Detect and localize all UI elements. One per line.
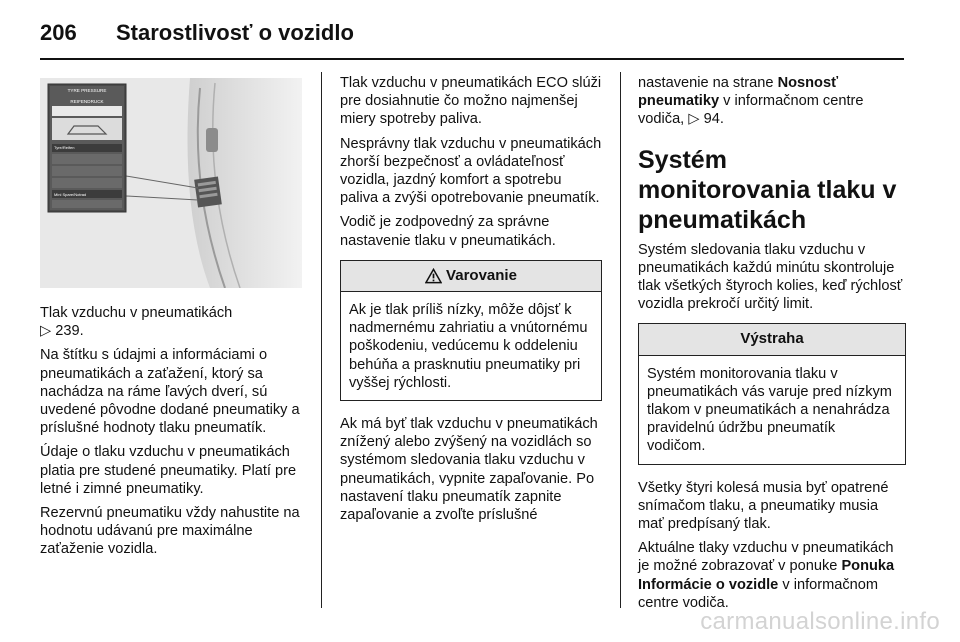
paragraph: Tlak vzduchu v pneumatikách ECO slúži pre dosiahnutie čo možno najmenšej miery spotreby paliva. (340, 75, 602, 128)
label-subtitle: REIFENDRUCK (70, 99, 104, 104)
paragraph: Ak má byť tlak vzduchu v pneumatikách znížený alebo zvýšený na vozidlách so systémom sledovania tlaku vzduchu v pneumatikách, vypnite zapaľovanie. Po nastavení tlaku pneumatík zapnite zapaľovanie a zvoľte príslušné (340, 416, 598, 524)
paragraph: Rezervnú pneumatiku vždy nahustite na hodnotu udávanú pre maximálne zaťaženie vozidla. (40, 505, 300, 558)
label-row-tyre: Tyre/Reifen (54, 145, 75, 150)
notice-text: Systém monitorovania tlaku v pneumatikách vás varuje pred nízkym tlakom v pneumatikách a nenahrádza pravidelnú údržbu pneumatík vodičom. (647, 365, 892, 455)
page-reference[interactable]: 94. (703, 111, 724, 128)
paragraph: Systém sledovania tlaku vzduchu v pneumatikách každú minútu skontroluje tlak všetkých štyroch kolies, keď rýchlosť vozidla prekročí určitý limit. (638, 241, 903, 313)
notice-header: Výstraha (639, 324, 905, 355)
column-1 (40, 74, 306, 565)
warning-header (341, 261, 601, 292)
watermark: carmanualsonline.info (700, 608, 940, 635)
paragraph: Aktuálne tlaky vzduchu v pneumatikách je možné zobrazovať v ponuke Ponuka Informácie o vozidle v informačnom centre vodiča. (638, 540, 895, 611)
paragraph: Tlak vzduchu v pneumatikách ▷ 239. (40, 305, 233, 340)
column-divider-1 (321, 72, 322, 608)
paragraph: Údaje o tlaku vzduchu v pneumatikách platia pre studené pneumatiky. Platí pre letné i zimné pneumatiky. (40, 444, 297, 497)
tyre-label-figure (40, 78, 302, 288)
page-number: 206 (40, 20, 77, 45)
paragraph: Vodič je zodpovedný za správne nastavenie tlaku v pneumatikách. (340, 214, 556, 249)
page-ref-icon: ▷ (688, 111, 700, 128)
column-divider-2 (620, 72, 621, 608)
warning-triangle-icon (425, 268, 442, 284)
paragraph: Nesprávny tlak vzduchu v pneumatikách zhorší bezpečnosť a ovládateľnosť vozidla, jazdný komfort a spotrebu paliva a zvýši opotrebovanie pneumatík. (340, 135, 602, 207)
menu-name: Nosnosť pneumatiky (638, 75, 839, 110)
column-2 (340, 74, 602, 530)
paragraph: Všetky štyri kolesá musia byť opatrené snímačom tlaku, a pneumatiky musia mať predpísaný tlak. (638, 479, 889, 533)
label-row-spare: Mini Spare/Notrad (54, 192, 87, 197)
warning-title: Varovanie (446, 266, 517, 284)
warning-text: Ak je tlak príliš nízky, môže dôjsť k nadmernému zahriatiu a vnútornému poškodeniu, vedúcemu k oddeleniu behúňa a prasknutiu pneumatiky pri vyššej rýchlosti. (349, 302, 588, 391)
paragraph: nastavenie na strane Nosnosť pneumatiky v informačnom centre vodiča, ▷ 94. (638, 75, 864, 128)
page-header (40, 16, 354, 50)
paragraph: Na štítku s údajmi a informáciami o pneumatikách a zaťažení, ktorý sa nachádza na ráme ľavých dverí, sú uvedené pôvodne dodané pneumatiky a príslušné hodnoty tlaku pneumatík. (40, 347, 300, 437)
warning-box (340, 260, 602, 401)
label-title: TYRE PRESSURE (67, 88, 107, 93)
menu-name: Ponuka Informácie o vozidle (638, 558, 895, 593)
page-title: Starostlivosť o vozidlo (116, 20, 354, 45)
header-rule (40, 58, 904, 60)
section-title: Systém monitorovania tlaku v pneumatikách (638, 145, 897, 234)
column-3 (638, 74, 906, 618)
page-reference[interactable]: 239. (55, 323, 84, 340)
page-ref-icon: ▷ (40, 323, 52, 340)
door-frame-illustration (40, 78, 302, 288)
notice-box (638, 323, 906, 464)
